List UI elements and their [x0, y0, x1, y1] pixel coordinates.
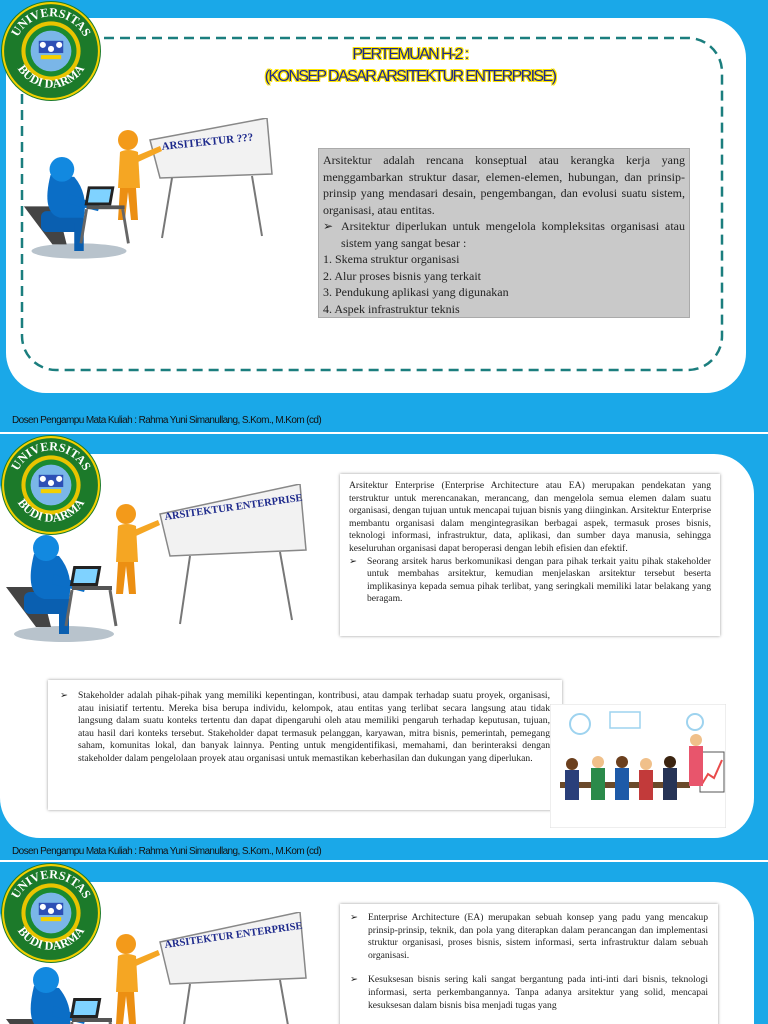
- board-label: ARSITEKTUR ???: [161, 131, 254, 153]
- arrow-bullet-icon: ➢: [350, 974, 359, 986]
- arrow-bullet-icon: ➢: [60, 690, 69, 701]
- logo-bottom-text: BUDI DARMA: [14, 62, 88, 91]
- logo-bottom-text: BUDI DARMA: [14, 496, 88, 525]
- slide-1-footer: Dosen Pengampu Mata Kuliah : Rahma Yuni Simanullang, S.Kom., M.Kom (cd): [12, 415, 322, 426]
- presentation-illustration: [0, 912, 320, 1024]
- ea-paragraph: Arsitektur Enterprise (Enterprise Architecture atau EA) merupakan pendekatan yang terstruktur untuk merencanakan, merancang, dan mengelola semua elemen dalam suatu organisasi, dengan tujuan untuk mencapai tujuan bisnis yang diinginkan. Arsitektur Enterprise membantu organisasi dalam mengintegrasikan berbagai aspek, termasuk proses bisnis, teknologi informasi, infrastruktur, data, aplikasi, dan sumber daya manusia, sehingga keseluruhan organisasi dapat beroperasi dengan lebih efisien dan efektif.: [349, 480, 711, 554]
- slide-2-footer: Dosen Pengampu Mata Kuliah : Rahma Yuni Simanullang, S.Kom., M.Kom (cd): [12, 846, 322, 857]
- list-item: 2. Alur proses bisnis yang terkait: [323, 268, 481, 283]
- slide-1: [0, 0, 768, 432]
- logo-bottom-text: BUDI DARMA: [14, 924, 88, 953]
- slide-2: [0, 434, 768, 860]
- arrow-bullet-icon: ➢: [323, 219, 334, 233]
- bullet-item: [349, 556, 711, 606]
- logo-top-text: UNIVERSITAS: [8, 439, 94, 473]
- list-item: 3. Pendukung aplikasi yang digunakan: [323, 285, 509, 299]
- slide-1-title: [150, 44, 670, 88]
- board-label: ARSITEKTUR ENTERPRISE: [163, 492, 304, 523]
- bullet-text: Arsitektur diperlukan untuk mengelola kompleksitas organisasi atau sistem yang sangat besar :: [341, 219, 685, 250]
- bullet-text: Kesuksesan bisnis sering kali sangat bergantung pada inti-inti dari bisnis, teknologi informasi, serta perkembangannya. Tanpa adanya arsitektur yang solid, mencapai kesuksesan dalam bisnis bisa menjadi tugas yang: [368, 974, 708, 1011]
- stakeholder-text: Stakeholder adalah pihak-pihak yang memiliki kepentingan, kontribusi, atau dampak terhadap suatu proyek, organisasi, atau inisiatif tertentu. Mereka bisa berupa individu, kelompok, atau entitas yang terlibat secara langsung atau tidak langsung dalam suatu konteks tertentu dan dapat dipengaruhi oleh atau memiliki pengaruh terhadap keputusan, tujuan, atau hasil dari konteks tersebut. Stakeholder dapat termasuk pelanggan, karyawan, mitra bisnis, pemerintah, pemegang saham, komunitas lokal, dan banyak lainnya. Penting untuk mengidentifikasi, memahami, dan berinteraksi dengan stakeholder dalam pengelolaan proyek atau organisasi untuk memastikan keberhasilan dan dukungan yang diperlukan.: [78, 690, 550, 764]
- arrow-bullet-icon: ➢: [349, 555, 358, 567]
- stakeholder-box: [48, 680, 562, 810]
- title-line-1: PERTEMUAN H-2 :: [352, 46, 468, 63]
- meeting-illustration: [550, 704, 726, 828]
- ea-definition-box: [340, 474, 720, 636]
- bullet-item: [350, 974, 708, 1012]
- university-logo: [0, 0, 102, 102]
- bullet-item: [323, 218, 685, 251]
- definition-paragraph: Arsitektur adalah rencana konseptual atau kerangka kerja yang menggambarkan struktur dasar, elemen-elemen, hubungan, dan prinsip-prinsip yang mendasari desain, pengembangan, dan evolusi suatu sistem, organisasi, atau entitas.: [323, 153, 685, 217]
- bullet-text: Seorang arsitek harus berkomunikasi dengan para pihak terkait yaitu pihak stakeholder untuk membahas arsitektur, kemudian menjelaskan arsitektur tersebut beserta implikasinya kepada semua pihak terlibat, yang seringkali memiliki latar belakang yang beragam.: [367, 555, 711, 605]
- list-item: 4. Aspek infrastruktur teknis: [323, 301, 460, 316]
- ea-concept-box: [340, 904, 718, 1024]
- board-label: ARSITEKTUR ENTERPRISE: [163, 920, 304, 951]
- bullet-item: [60, 690, 550, 766]
- slide-3: [0, 862, 768, 1024]
- presentation-illustration: [22, 118, 282, 268]
- bullet-item: [350, 912, 708, 962]
- arrow-bullet-icon: ➢: [350, 912, 359, 923]
- presentation-illustration: [0, 484, 320, 654]
- definition-box: [318, 148, 690, 318]
- list-item: 1. Skema struktur organisasi: [323, 252, 460, 266]
- title-line-2: (KONSEP DASAR ARSITEKTUR ENTERPRISE): [264, 68, 556, 85]
- bullet-text: Enterprise Architecture (EA) merupakan sebuah konsep yang padu yang mencakup prinsip-prinsip, teknik, dan pola yang diterapkan dalam perancangan dan implementasi struktur organisasi, proses bisnis, sistem informasi, serta infrastruktur dalam sebuah organisasi.: [368, 912, 708, 961]
- logo-top-text: UNIVERSITAS: [8, 867, 94, 901]
- logo-top-text: UNIVERSITAS: [8, 5, 94, 39]
